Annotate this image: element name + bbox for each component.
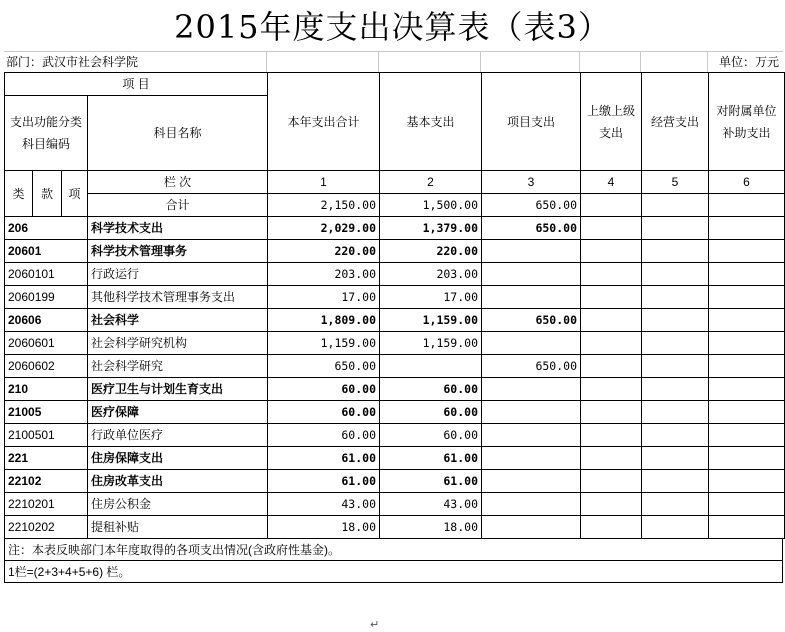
col-number: 5 [642, 171, 709, 194]
total-row-total: 2,150.00 [268, 194, 380, 217]
row-total: 18.00 [268, 516, 380, 539]
header-code: 支出功能分类科目编码 [5, 96, 88, 171]
empty-cell [581, 194, 642, 217]
row-project [482, 332, 581, 355]
row-project [482, 516, 581, 539]
row-code: 2060602 [5, 355, 88, 378]
grid-divider [266, 52, 267, 72]
row-total: 220.00 [268, 240, 380, 263]
empty-cell [642, 424, 709, 447]
grid-divider [378, 52, 379, 72]
row-project [482, 424, 581, 447]
header-lanci: 栏 次 [88, 171, 268, 194]
total-row-label: 合计 [88, 194, 268, 217]
empty-cell [642, 309, 709, 332]
row-project [482, 401, 581, 424]
row-basic: 61.00 [380, 447, 482, 470]
row-basic: 60.00 [380, 401, 482, 424]
empty-cell [642, 332, 709, 355]
empty-cell [581, 332, 642, 355]
row-name: 科学技术支出 [88, 217, 268, 240]
header-col-upper: 上缴上级支出 [581, 73, 642, 171]
row-code: 20601 [5, 240, 88, 263]
row-basic: 60.00 [380, 424, 482, 447]
row-name: 社会科学研究机构 [88, 332, 268, 355]
row-total: 650.00 [268, 355, 380, 378]
empty-cell [581, 217, 642, 240]
empty-cell [709, 217, 785, 240]
row-total: 1,809.00 [268, 309, 380, 332]
row-basic: 17.00 [380, 286, 482, 309]
formula-note: 1栏=(2+3+4+5+6) 栏。 [4, 561, 783, 583]
empty-cell [581, 240, 642, 263]
header-col-project: 项目支出 [482, 73, 581, 171]
empty-cell [642, 286, 709, 309]
table-row [5, 401, 785, 424]
row-name: 住房公积金 [88, 493, 268, 516]
row-name: 社会科学研究 [88, 355, 268, 378]
row-basic: 220.00 [380, 240, 482, 263]
row-total: 60.00 [268, 401, 380, 424]
table-row [5, 447, 785, 470]
row-project: 650.00 [482, 217, 581, 240]
row-basic: 18.00 [380, 516, 482, 539]
empty-cell [581, 378, 642, 401]
row-project [482, 378, 581, 401]
row-name: 其他科学技术管理事务支出 [88, 286, 268, 309]
col-number: 3 [482, 171, 581, 194]
row-total: 203.00 [268, 263, 380, 286]
grid-divider [579, 52, 580, 72]
grid-divider [480, 52, 481, 72]
row-total: 17.00 [268, 286, 380, 309]
empty-cell [709, 263, 785, 286]
row-basic: 203.00 [380, 263, 482, 286]
table-row [5, 470, 785, 493]
row-code: 2210202 [5, 516, 88, 539]
return-mark: ↵ [370, 619, 380, 631]
table-row [5, 217, 785, 240]
row-code: 221 [5, 447, 88, 470]
row-code: 2060199 [5, 286, 88, 309]
row-code: 2100501 [5, 424, 88, 447]
col-number: 1 [268, 171, 380, 194]
empty-cell [709, 447, 785, 470]
empty-cell [642, 470, 709, 493]
empty-cell [709, 470, 785, 493]
row-project [482, 286, 581, 309]
data-rows [5, 217, 785, 539]
row-basic: 60.00 [380, 378, 482, 401]
row-project [482, 240, 581, 263]
empty-cell [709, 286, 785, 309]
empty-cell [709, 516, 785, 539]
unit-label: 单位：万元 [718, 55, 779, 69]
row-project [482, 470, 581, 493]
row-code: 20606 [5, 309, 88, 332]
row-code: 206 [5, 217, 88, 240]
table-row [5, 286, 785, 309]
empty-cell [642, 217, 709, 240]
row-total: 60.00 [268, 378, 380, 401]
empty-cell [581, 263, 642, 286]
empty-cell [709, 194, 785, 217]
row-name: 提租补贴 [88, 516, 268, 539]
row-code: 210 [5, 378, 88, 401]
empty-cell [581, 355, 642, 378]
table-row [5, 516, 785, 539]
department-label: 部门：武汉市社会科学院 [6, 55, 139, 69]
row-total: 1,159.00 [268, 332, 380, 355]
row-code: 21005 [5, 401, 88, 424]
row-code: 2060601 [5, 332, 88, 355]
row-total: 43.00 [268, 493, 380, 516]
table-row [5, 263, 785, 286]
empty-cell [709, 309, 785, 332]
empty-cell [642, 447, 709, 470]
empty-cell [642, 194, 709, 217]
empty-cell [581, 309, 642, 332]
empty-cell [709, 378, 785, 401]
total-row-basic: 1,500.00 [380, 194, 482, 217]
empty-cell [642, 263, 709, 286]
empty-cell [709, 355, 785, 378]
expenditure-table [4, 72, 785, 539]
col-number: 6 [709, 171, 785, 194]
row-total: 2,029.00 [268, 217, 380, 240]
header-col-total: 本年支出合计 [268, 73, 380, 171]
table-row [5, 424, 785, 447]
row-basic: 1,159.00 [380, 332, 482, 355]
empty-cell [709, 493, 785, 516]
row-code: 2210201 [5, 493, 88, 516]
info-bar [4, 51, 783, 72]
table-row [5, 309, 785, 332]
col-number: 2 [380, 171, 482, 194]
empty-cell [581, 286, 642, 309]
table-note: 注：本表反映部门本年度取得的各项支出情况(含政府性基金)。 [4, 539, 783, 561]
empty-cell [642, 493, 709, 516]
report-title: 2015年度支出决算表（表3） [174, 8, 611, 46]
header-xiang: 项 [62, 171, 88, 217]
row-name: 行政运行 [88, 263, 268, 286]
header-kuan: 款 [33, 171, 62, 217]
empty-cell [642, 240, 709, 263]
empty-cell [709, 240, 785, 263]
grid-divider [707, 52, 708, 72]
header-col-basic: 基本支出 [380, 73, 482, 171]
row-project: 650.00 [482, 355, 581, 378]
row-basic: 61.00 [380, 470, 482, 493]
empty-cell [642, 516, 709, 539]
row-name: 住房保障支出 [88, 447, 268, 470]
empty-cell [581, 447, 642, 470]
row-basic [380, 355, 482, 378]
row-name: 社会科学 [88, 309, 268, 332]
row-name: 科学技术管理事务 [88, 240, 268, 263]
empty-cell [709, 401, 785, 424]
header-col-business: 经营支出 [642, 73, 709, 171]
row-total: 60.00 [268, 424, 380, 447]
empty-cell [581, 516, 642, 539]
empty-cell [642, 401, 709, 424]
header-name: 科目名称 [88, 96, 268, 171]
table-row [5, 240, 785, 263]
row-total: 61.00 [268, 470, 380, 493]
row-code: 22102 [5, 470, 88, 493]
empty-cell [581, 493, 642, 516]
row-project: 650.00 [482, 309, 581, 332]
row-code: 2060101 [5, 263, 88, 286]
header-lei: 类 [5, 171, 33, 217]
empty-cell [642, 378, 709, 401]
empty-cell [709, 332, 785, 355]
table-row [5, 378, 785, 401]
row-name: 医疗卫生与计划生育支出 [88, 378, 268, 401]
row-project [482, 493, 581, 516]
empty-cell [581, 470, 642, 493]
header-xiangmu: 项 目 [5, 73, 268, 96]
empty-cell [709, 424, 785, 447]
row-name: 住房改革支出 [88, 470, 268, 493]
row-project [482, 263, 581, 286]
empty-cell [581, 424, 642, 447]
row-name: 医疗保障 [88, 401, 268, 424]
table-row [5, 493, 785, 516]
table-row [5, 355, 785, 378]
row-basic: 43.00 [380, 493, 482, 516]
row-basic: 1,159.00 [380, 309, 482, 332]
total-row-project: 650.00 [482, 194, 581, 217]
table-row [5, 332, 785, 355]
empty-cell [581, 401, 642, 424]
row-basic: 1,379.00 [380, 217, 482, 240]
col-number: 4 [581, 171, 642, 194]
row-total: 61.00 [268, 447, 380, 470]
header-col-subsidy: 对附属单位补助支出 [709, 73, 785, 171]
row-project [482, 447, 581, 470]
grid-divider [640, 52, 641, 72]
row-name: 行政单位医疗 [88, 424, 268, 447]
empty-cell [642, 355, 709, 378]
